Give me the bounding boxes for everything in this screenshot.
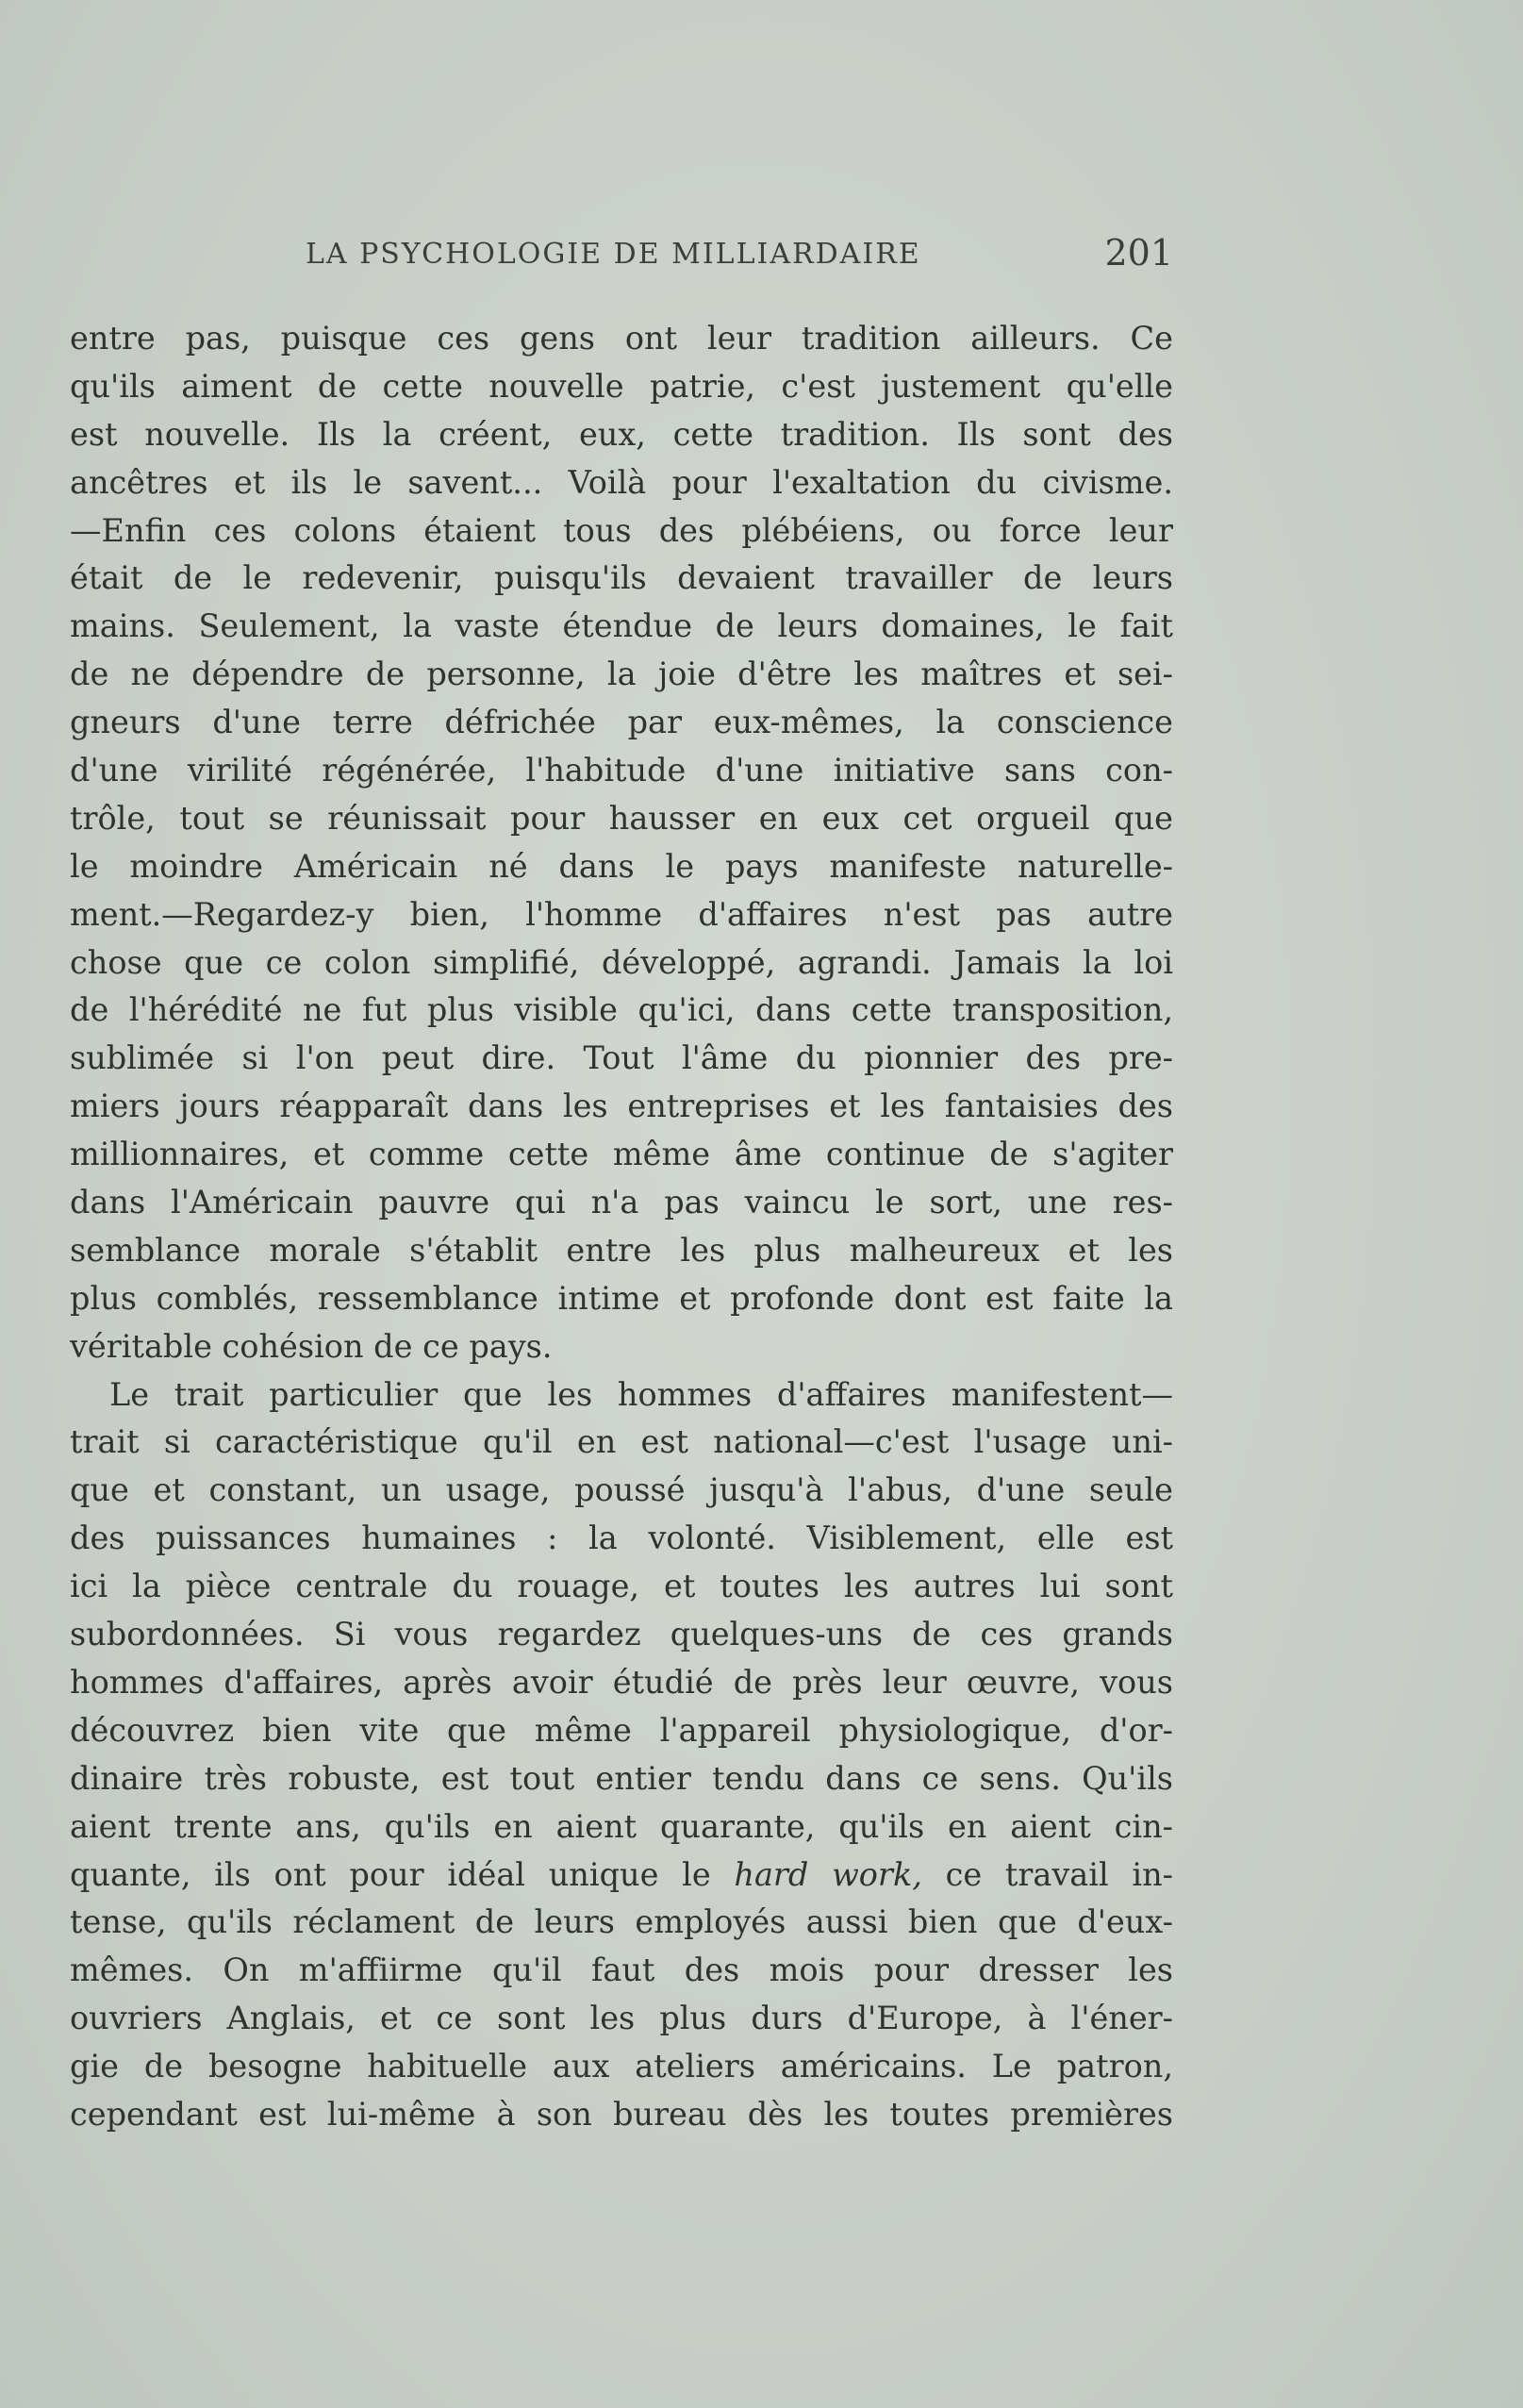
text-line: ment.—Regardez-y bien, l'homme d'affaires n'est pas autre xyxy=(70,895,1173,933)
text-line: ancêtres et ils le savent... Voilà pour l'exaltation du civisme. xyxy=(70,463,1173,501)
text-line: ouvriers Anglais, et ce sont les plus durs d'Europe, à l'éner- xyxy=(70,2000,1173,2037)
text-line: dinaire très robuste, est tout entier tendu dans ce sens. Qu'ils xyxy=(70,1759,1173,1797)
text-line: millionnaires, et comme cette même âme continue de s'agiter xyxy=(70,1136,1173,1173)
text-line: sublimée si l'on peut dire. Tout l'âme du pionnier des pre- xyxy=(70,1039,1173,1077)
text-line: entre pas, puisque ces gens ont leur tradition ailleurs. Ce xyxy=(70,320,1173,357)
paragraph-start-line: Le trait particulier que les hommes d'affaires manifestent— xyxy=(109,1375,1173,1413)
text-line: qu'ils aiment de cette nouvelle patrie, c'est justement qu'elle xyxy=(70,367,1173,405)
text-line: —Enfin ces colons étaient tous des plébéiens, ou force leur xyxy=(70,511,1173,549)
text-line: miers jours réapparaît dans les entreprises et les fantaisies des xyxy=(70,1088,1173,1125)
text-line: ici la pièce centrale du rouage, et toutes les autres lui sont xyxy=(70,1568,1173,1605)
text-line: gneurs d'une terre défrichée par eux-mêmes, la conscience xyxy=(70,704,1173,741)
body-text xyxy=(70,315,1173,2139)
text-line: était de le redevenir, puisqu'ils devaient travailler de leurs xyxy=(70,559,1173,597)
text-line: que et constant, un usage, poussé jusqu'à l'abus, d'une seule xyxy=(70,1471,1173,1509)
page-number: 201 xyxy=(1104,232,1173,274)
paragraph-end-line: véritable cohésion de ce pays. xyxy=(70,1327,553,1365)
text-line: cependant est lui-même à son bureau dès les toutes premières xyxy=(70,2095,1173,2133)
text-line: d'une virilité régénérée, l'habitude d'une initiative sans con- xyxy=(70,752,1173,789)
italic-phrase: hard work, xyxy=(734,1855,922,1893)
text-line: gie de besogne habituelle aux ateliers américains. Le patron, xyxy=(70,2048,1173,2085)
text-line: de ne dépendre de personne, la joie d'être les maîtres et sei- xyxy=(70,656,1173,693)
text-segment: ce travail in- xyxy=(945,1855,1173,1893)
text-line: chose que ce colon simplifié, développé, agrandi. Jamais la loi xyxy=(70,943,1173,981)
running-title: LA PSYCHOLOGIE DE MILLIARDAIRE xyxy=(306,238,921,271)
text-line: plus comblés, ressemblance intime et profonde dont est faite la xyxy=(70,1279,1173,1317)
text-line: est nouvelle. Ils la créent, eux, cette tradition. Ils sont des xyxy=(70,415,1173,453)
text-line: mêmes. On m'affiirme qu'il faut des mois pour dresser les xyxy=(70,1951,1173,1989)
text-line: le moindre Américain né dans le pays manifeste naturelle- xyxy=(70,847,1173,885)
text-line: de l'hérédité ne fut plus visible qu'ici, dans cette transposition, xyxy=(70,991,1173,1029)
text-line: aient trente ans, qu'ils en aient quarante, qu'ils en aient cin- xyxy=(70,1807,1173,1845)
text-line: semblance morale s'établit entre les plus malheureux et les xyxy=(70,1231,1173,1269)
running-head xyxy=(70,232,1173,277)
text-line: des puissances humaines : la volonté. Visiblement, elle est xyxy=(70,1520,1173,1557)
text-line: hommes d'affaires, après avoir étudié de près leur œuvre, vous xyxy=(70,1663,1173,1701)
text-line-with-italic xyxy=(70,1852,1173,1900)
text-segment: quante, ils ont pour idéal unique le xyxy=(70,1855,711,1893)
text-line: tense, qu'ils réclament de leurs employés aussi bien que d'eux- xyxy=(70,1903,1173,1941)
text-line: mains. Seulement, la vaste étendue de leurs domaines, le fait xyxy=(70,607,1173,645)
text-line: dans l'Américain pauvre qui n'a pas vaincu le sort, une res- xyxy=(70,1184,1173,1221)
text-line: trôle, tout se réunissait pour hausser en eux cet orgueil que xyxy=(70,799,1173,837)
text-line: trait si caractéristique qu'il en est national—c'est l'usage uni- xyxy=(70,1423,1173,1461)
text-line: découvrez bien vite que même l'appareil physiologique, d'or- xyxy=(70,1711,1173,1749)
text-line: subordonnées. Si vous regardez quelques-uns de ces grands xyxy=(70,1616,1173,1653)
